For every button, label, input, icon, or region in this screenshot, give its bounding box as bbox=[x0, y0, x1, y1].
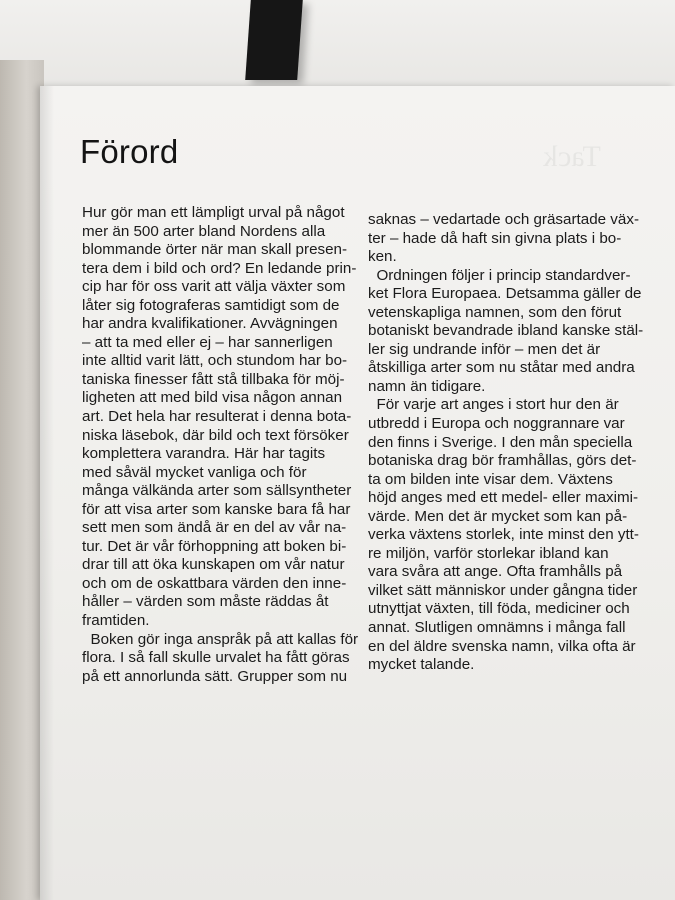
text-line-left: med såväl mycket vanliga och för bbox=[82, 463, 307, 481]
text-line-right: den finns i Sverige. I den mån speciella bbox=[368, 433, 633, 451]
text-line-right: åtskilliga arter som nu ståtar med andra bbox=[368, 359, 635, 377]
text-line-left: ligheten att med bild visa någon annan bbox=[82, 389, 343, 407]
text-line-left: mer än 500 arter bland Nordens alla bbox=[82, 222, 326, 240]
text-line-left: för att visa arter som kanske bara få har bbox=[82, 500, 351, 518]
background-book-spine bbox=[245, 0, 303, 80]
text-line-right: saknas – vedartade och gräsartade väx- bbox=[368, 211, 640, 228]
text-column-right bbox=[368, 211, 658, 675]
text-line-left: och om de oskattbara värden den inne- bbox=[82, 574, 347, 592]
text-line-right: namn än tidigare. bbox=[368, 377, 486, 395]
text-line-right: ket Flora Europaea. Detsamma gäller de bbox=[368, 285, 642, 303]
text-line-right: verka växtens storlek, inte minst den ytt- bbox=[368, 526, 639, 544]
text-column-left bbox=[82, 204, 372, 686]
text-line-left: niska läsebok, där bild och text försöker bbox=[82, 426, 349, 444]
text-line-right: utnyttjat växten, till föda, mediciner och bbox=[368, 600, 630, 618]
text-line-right: annat. Slutligen omnämns i många fall bbox=[368, 619, 626, 637]
text-line-left: taniska finesser fått stå tillbaka för möj- bbox=[82, 370, 345, 388]
text-line-left: på ett annorlunda sätt. Grupper som nu bbox=[82, 667, 348, 685]
text-line-left: inte alltid varit lätt, och stundom har bo- bbox=[82, 352, 348, 370]
text-line-left: art. Det hela har resulterat i denna bota- bbox=[82, 408, 352, 426]
text-line-left: cip har för oss varit att välja växter som bbox=[82, 278, 346, 296]
text-line-right: vetenskapliga namnen, som den förut bbox=[368, 303, 622, 321]
text-line-left: Hur gör man ett lämpligt urval på något bbox=[82, 204, 345, 221]
text-line-left: Boken gör inga anspråk på att kallas för bbox=[82, 630, 359, 648]
show-through-text: Tack bbox=[543, 140, 601, 173]
text-line-right: ter – hade då haft sin givna plats i bo- bbox=[368, 229, 622, 247]
text-line-right: mycket talande. bbox=[368, 656, 475, 674]
text-line-right: höjd anges med ett medel- eller maximi- bbox=[368, 489, 639, 507]
text-line-left: – att ta med eller ej – har sannerligen bbox=[82, 333, 333, 351]
text-line-right: ler sig undrande inför – men det är bbox=[368, 340, 601, 358]
text-line-right: värde. Men det är mycket som kan på- bbox=[368, 507, 628, 525]
page-gutter-shadow bbox=[40, 86, 54, 900]
page-title: Förord bbox=[80, 133, 179, 170]
text-line-left: blommande örter när man skall presen- bbox=[82, 241, 348, 259]
text-line-right: re miljön, varför storlekar ibland kan bbox=[368, 544, 609, 562]
text-line-left: framtiden. bbox=[82, 612, 150, 630]
text-line-right: För varje art anges i stort hur den är bbox=[368, 396, 619, 414]
text-line-right: botaniska drag bör framhållas, görs det- bbox=[368, 452, 637, 470]
text-line-left: håller – värden som måste räddas åt bbox=[82, 593, 329, 611]
book-page-edge bbox=[0, 60, 44, 900]
text-line-left: drar till att öka kunskapen om vår natur bbox=[82, 556, 345, 574]
text-line-right: utbredd i Europa och noggrannare var bbox=[368, 415, 625, 433]
text-line-left: tur. Det är vår förhoppning att boken bi- bbox=[82, 537, 347, 555]
text-line-left: sett men som ändå är en del av vår na- bbox=[82, 519, 347, 537]
text-line-left: komplettera varandra. Här har tagits bbox=[82, 445, 326, 463]
text-line-left: många välkända arter som sällsyntheter bbox=[82, 482, 352, 500]
text-line-left: flora. I så fall skulle urvalet ha fått göras bbox=[82, 649, 350, 667]
text-line-left: har andra kvalifikationer. Avvägningen bbox=[82, 315, 338, 333]
text-line-right: en del äldre svenska namn, vilka ofta är bbox=[368, 637, 636, 655]
text-line-right: vara svåra att ange. Ofta framhålls på bbox=[368, 563, 623, 581]
text-line-right: vilket sätt människor under gångna tider bbox=[368, 581, 638, 599]
text-line-left: tera dem i bild och ord? En ledande prin- bbox=[82, 259, 357, 277]
text-line-left: låter sig fotograferas samtidigt som de bbox=[82, 296, 340, 314]
text-line-right: ta om bilden inte visar dem. Växtens bbox=[368, 470, 613, 488]
text-line-right: Ordningen följer i princip standardver- bbox=[368, 266, 631, 284]
text-line-right: botaniskt bevandrade ibland kanske stäl- bbox=[368, 322, 644, 340]
text-line-right: ken. bbox=[368, 248, 397, 266]
